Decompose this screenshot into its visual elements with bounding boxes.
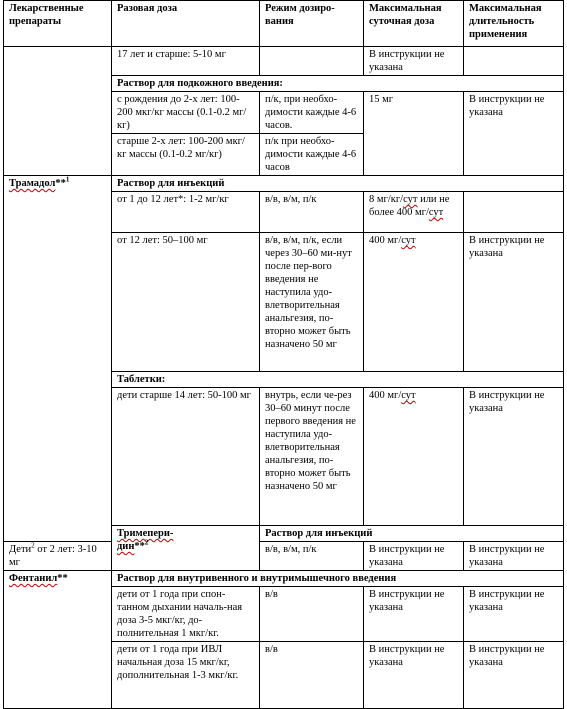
drug-tramadol	[4, 176, 112, 542]
section-injection: Раствор для инъекций	[260, 526, 564, 542]
daily-cell: В инструкции не указана	[364, 587, 464, 642]
table-row	[4, 47, 564, 76]
mode-cell: п/к при необхо-димости каждые 4-6 часов	[260, 134, 364, 176]
mode-cell: в/в	[260, 642, 364, 709]
drug-trimeperidine	[112, 526, 260, 571]
duration-cell	[464, 192, 564, 233]
dose-cell: старше 2-х лет: 100-200 мкг/кг массы (0.1-0.2 мг/кг)	[112, 134, 260, 176]
footnote-mark: 2	[144, 538, 149, 547]
mode-cell: в/в, в/м, п/к	[260, 542, 364, 571]
table-row	[4, 542, 564, 571]
drug-name: Фентанил	[9, 573, 58, 584]
duration-cell: В инструкции не указана	[464, 542, 564, 571]
drug-fentanyl	[4, 571, 112, 709]
section-injection: Раствор для инъекций	[112, 176, 564, 192]
mode-cell: в/в, в/м, п/к	[260, 192, 364, 233]
dose-cell: дети старше 14 лет: 50-100 мг	[112, 388, 260, 526]
drug-mark: **	[134, 541, 145, 552]
header-single-dose: Разовая доза	[112, 1, 260, 47]
daily-cell: 15 мг	[364, 92, 464, 176]
daily-cell: В инструкции не указана	[364, 542, 464, 571]
dose-cell: от 1 до 12 лет*: 1-2 мг/кг	[112, 192, 260, 233]
mode-cell: в/в	[260, 587, 364, 642]
section-iv-im: Раствор для внутривенного и внутримышечного введения	[112, 571, 564, 587]
header-max-duration: Максимальная длительность применения	[464, 1, 564, 47]
header-dosing-mode: Режим дозиро-вания	[260, 1, 364, 47]
daily-cell: 400 мг/сут	[364, 388, 464, 526]
mode-cell: в/в, в/м, п/к, если через 30–60 ми-нут после пер-вого введения не наступила удо-влетворительная анальгезия, по-вторно может быть назначено 50 мг	[260, 233, 364, 372]
drug-name: Тримепери-	[117, 528, 174, 539]
daily-cell: 400 мг/сут	[364, 233, 464, 372]
drug-cell-continued	[4, 47, 112, 176]
section-row	[4, 571, 564, 587]
duration-cell: В инструкции не указана	[464, 642, 564, 709]
dose-cell: дети от 1 года при спон-танном дыхании началь-ная доза 3-5 мкг/кг, до-полнительная 1 мкг/кг.	[112, 587, 260, 642]
drug-mark: **	[57, 573, 68, 584]
section-row	[4, 176, 564, 192]
mode-cell: п/к, при необхо-димости каждые 4-6 часов.	[260, 92, 364, 134]
header-max-daily-dose: Максимальная суточная доза	[364, 1, 464, 47]
duration-cell: В инструкции не указана	[464, 233, 564, 372]
dose-cell: с рождения до 2-х лет: 100-200 мкг/кг массы (0.1-0.2 мг/кг)	[112, 92, 260, 134]
mode-cell: внутрь, если че-рез 30–60 минут после первого введения не наступила удо-влетворительная анальгезия, по-вторно может быть назначено 50 мг	[260, 388, 364, 526]
drug-mark: **	[55, 178, 66, 189]
dose-cell: дети от 1 года при ИВЛ начальная доза 15 мкг/кг, дополнительная 1-3 мкг/кг.	[112, 642, 260, 709]
daily-cell: 8 мг/кг/сут или не более 400 мг/сут	[364, 192, 464, 233]
table-header-row	[4, 1, 564, 47]
section-subcutaneous: Раствор для подкожного введения:	[112, 76, 564, 92]
daily-cell: В инструкции не указана	[364, 47, 464, 76]
duration-cell: В инструкции не указана	[464, 587, 564, 642]
daily-cell: В инструкции не указана	[364, 642, 464, 709]
drug-name-cont: дин	[117, 541, 135, 552]
duration-cell: В инструкции не указана	[464, 92, 564, 176]
footnote-mark: 2	[31, 541, 35, 550]
dose-cell: Дети$^2$ от 2 лет: 3-10 мг	[4, 542, 112, 571]
duration-cell	[464, 47, 564, 76]
header-drugs: Лекарственные препараты	[4, 1, 112, 47]
dose-cell: от 12 лет: 50–100 мг	[112, 233, 260, 372]
section-tablets: Таблетки:	[112, 372, 564, 388]
footnote-mark: 1	[65, 175, 70, 184]
dose-cell: 17 лет и старше: 5-10 мг	[112, 47, 260, 76]
dosage-table	[3, 0, 564, 709]
drug-name: Трамадол	[9, 178, 56, 189]
duration-cell: В инструкции не указана	[464, 388, 564, 526]
mode-cell	[260, 47, 364, 76]
